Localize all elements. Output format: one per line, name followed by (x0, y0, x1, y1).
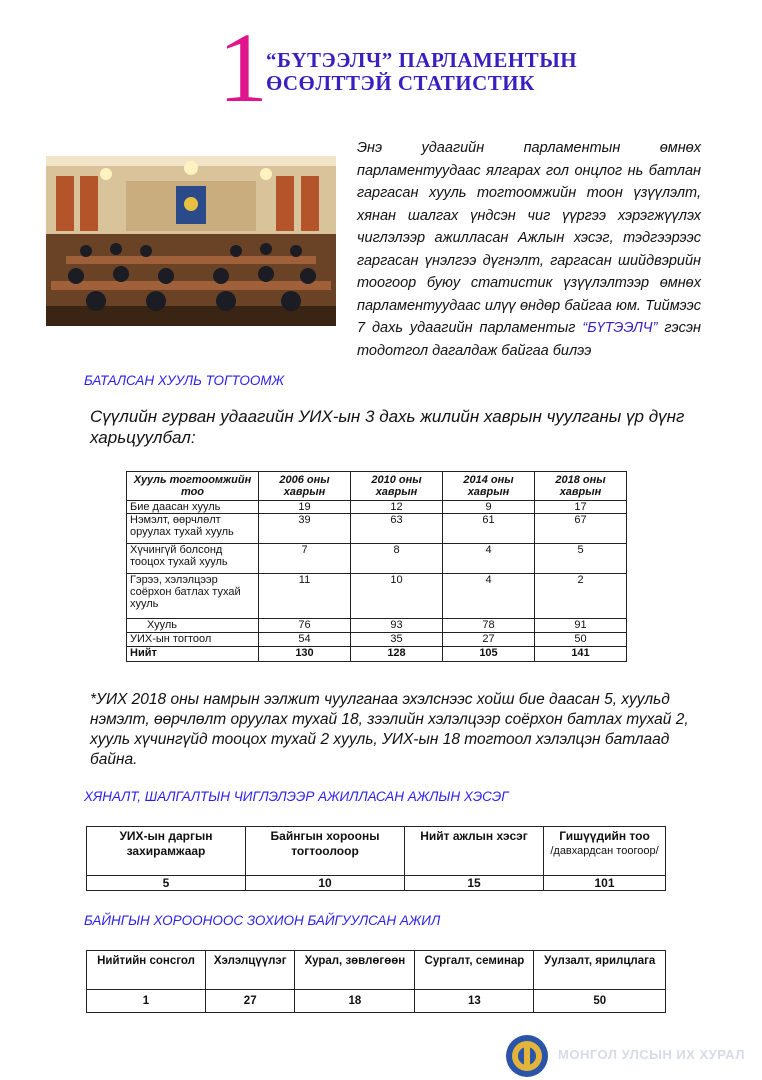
table-header-row (87, 827, 666, 876)
committee-work-table (86, 950, 666, 1013)
table-cell: 2 (535, 574, 627, 619)
page-title-line1: “БҮТЭЭЛЧ” ПАРЛАМЕНТЫН (266, 48, 578, 72)
table-cell: 10 (351, 574, 443, 619)
column-header: Нийтийн сонсгол (87, 951, 206, 990)
table-cell: 5 (87, 876, 246, 891)
table-row (127, 501, 627, 514)
section-number: 1 (218, 12, 268, 123)
table-cell: 18 (295, 990, 415, 1013)
laws-comparison-subtitle: Сүүлийн гурван удаагийн УИХ-ын 3 дахь жилийн хаврын чуулганы үр дүнг харьцуулбал: (90, 407, 685, 447)
table-row (127, 633, 627, 647)
table-cell: 35 (351, 633, 443, 647)
table-cell: 61 (443, 514, 535, 544)
table-cell: 141 (535, 647, 627, 662)
column-header-label: Гишүүдийн тоо (559, 829, 650, 843)
column-header-note: /давхардсан тоогоор/ (550, 845, 659, 857)
row-label: УИХ-ын тогтоол (127, 633, 259, 647)
table-cell: 15 (405, 876, 544, 891)
row-label: Нийт (127, 647, 259, 662)
table-cell: 128 (351, 647, 443, 662)
table-cell: 11 (259, 574, 351, 619)
working-groups-table (86, 826, 666, 891)
table-total-row (127, 647, 627, 662)
column-header: Байнгын хорооны тогтоолоор (246, 827, 405, 876)
page-title (266, 50, 577, 94)
column-header: Хурал, зөвлөгөөн (295, 951, 415, 990)
table-cell: 4 (443, 574, 535, 619)
table-cell: 27 (206, 990, 295, 1013)
column-header: Уулзалт, ярилцлага (534, 951, 666, 990)
table-cell: 5 (535, 544, 627, 574)
column-header: 2006 оны хаврын (259, 472, 351, 501)
intro-text: Энэ удаагийн парламентын өмнөх парламентуудаас ялгарах гол онцлог нь батлан гаргасан хууль тогтоомжийн тоон үзүүлэлт, хянан шалгах үндсэн чиг үүргээ хэрэгжүүлэх чиглэлээр ажилласан Ажлын хэсэг, тэдгээрээс гаргасан үнэлгээ дүгнэлт, гаргасан шийдвэрийн тоогоор буюу статистик үзүүлэлтээр өмнөх парламентуудаас илүү өндөр байгаа юм. Тиймээс 7 дахь удаагийн парламентыг (357, 140, 701, 336)
footnote: *УИХ 2018 оны намрын ээлжит чуулганаа эхэлснээс хойш бие даасан 5, хуульд нэмэлт, өөрчлөлт оруулах тухай 18, зээлийн хэлэлцээр соёрхон батлах тухай 2, хууль хүчингүйд тооцох тухай 2 хууль, УИХ-ын 18 тогтоол хэлэлцэн батлаад байна. (90, 691, 689, 768)
parliament-hall-illustration (46, 156, 336, 326)
column-header: Сургалт, семинар (415, 951, 534, 990)
table-cell: 76 (259, 619, 351, 633)
table-cell: 10 (246, 876, 405, 891)
table-cell: 8 (351, 544, 443, 574)
row-label: Хүчингүй болсонд тооцох тухай хууль (127, 544, 259, 574)
column-header: 2014 оны хаврын (443, 472, 535, 501)
column-header: Нийт ажлын хэсэг (405, 827, 544, 876)
row-label: Нэмэлт, өөрчлөлт оруулах тухай хууль (127, 514, 259, 544)
intro-text-end: гэсэн тодотгол дагалдаж байгаа билээ (357, 320, 701, 359)
table-cell: 19 (259, 501, 351, 514)
table-cell: 93 (351, 619, 443, 633)
table-cell: 50 (535, 633, 627, 647)
table-cell: 9 (443, 501, 535, 514)
table-cell: 101 (544, 876, 666, 891)
column-header: Хэлэлцүүлэг (206, 951, 295, 990)
table-cell: 63 (351, 514, 443, 544)
table-cell: 105 (443, 647, 535, 662)
table-cell: 4 (443, 544, 535, 574)
table-row (87, 990, 666, 1013)
section-heading-committee-work: БАЙНГЫН ХОРООНООС ЗОХИОН БАЙГУУЛСАН АЖИЛ (84, 913, 441, 928)
table-row (87, 876, 666, 891)
table-cell: 130 (259, 647, 351, 662)
table-cell: 39 (259, 514, 351, 544)
table-header-row (127, 472, 627, 501)
table-cell: 91 (535, 619, 627, 633)
row-label: Гэрээ, хэлэлцээр соёрхон батлах тухай хууль (127, 574, 259, 619)
row-label: Бие даасан хууль (127, 501, 259, 514)
row-label: Хууль (127, 619, 259, 633)
table-cell: 13 (415, 990, 534, 1013)
table-cell: 17 (535, 501, 627, 514)
table-cell: 54 (259, 633, 351, 647)
parliament-hall-photo (46, 156, 336, 326)
state-emblem-icon (505, 1034, 549, 1078)
table-cell: 67 (535, 514, 627, 544)
intro-paragraph (357, 137, 701, 362)
column-header: 2018 оны хаврын (535, 472, 627, 501)
table-row (127, 574, 627, 619)
intro-highlight: “БҮТЭЭЛЧ” (582, 320, 658, 336)
column-header: 2010 оны хаврын (351, 472, 443, 501)
column-header: УИХ-ын даргын захирамжаар (87, 827, 246, 876)
footer-org-name: МОНГОЛ УЛСЫН ИХ ХУРАЛ (558, 1047, 745, 1062)
table-cell: 50 (534, 990, 666, 1013)
table-row (127, 544, 627, 574)
section-heading-laws: БАТАЛСАН ХУУЛЬ ТОГТООМЖ (84, 373, 284, 388)
table-cell: 27 (443, 633, 535, 647)
table-row (127, 619, 627, 633)
column-header: Хууль тогтоомжийн тоо (127, 472, 259, 501)
table-cell: 1 (87, 990, 206, 1013)
column-header (544, 827, 666, 876)
table-cell: 7 (259, 544, 351, 574)
table-header-row (87, 951, 666, 990)
section-heading-working-groups: ХЯНАЛТ, ШАЛГАЛТЫН ЧИГЛЭЛЭЭР АЖИЛЛАСАН АЖЛЫН ХЭСЭГ (84, 789, 509, 804)
table-row (127, 514, 627, 544)
laws-comparison-table (126, 471, 627, 662)
page-title-line2: ӨСӨЛТТЭЙ СТАТИСТИК (266, 71, 535, 95)
table-cell: 12 (351, 501, 443, 514)
table-cell: 78 (443, 619, 535, 633)
